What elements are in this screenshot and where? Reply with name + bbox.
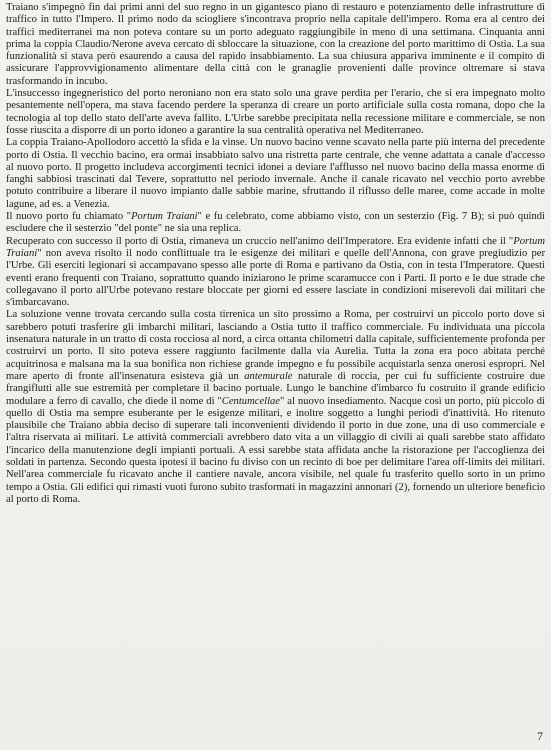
text-run: " e fu celebrato, come abbiamo visto, con un sesterzio (Fig. 7 B); si può quindi escludere che il sesterzio "del ponte" ne sia una replica. bbox=[6, 211, 545, 235]
text-run: " non aveva risolto il nodo conflittuale tra le esigenze dei militari e quelle dell'Annona, con grave pregiudizio per l'Urbe. Gli eserciti legionari si accampavano spesso alle porte di Roma e partivano da Ostia, con in testa l'Imperatore. Questi eventi erano frequenti con Traiano, soprattutto quando iniziarono le prime scaramucce con i Parti. Il porto e le due strade che collegavano il porto all'Urbe potevano restare bloccate per giorni ed essere lasciate in condizioni miserevoli dai militari che s'imbarcavano. bbox=[6, 247, 545, 309]
paragraph bbox=[6, 236, 545, 310]
paragraph bbox=[6, 211, 545, 236]
body-text bbox=[6, 2, 545, 506]
paragraph bbox=[6, 309, 545, 506]
paragraph bbox=[6, 88, 545, 137]
paragraph bbox=[6, 2, 545, 88]
italic-term: antemurale bbox=[244, 370, 293, 382]
text-run: La soluzione venne trovata cercando sulla costa tirrenica un sito prossimo a Roma, per costruirvi un piccolo porto dove si sarebbero potuti trasferire gli imbarchi militari, lasciando a Ostia tutto il traffico commerciale. Fu individuata una piccola insenatura naturale in un tratto di costa rocciosa al nord, a circa ottanta chilometri dalla capitale, sufficientemente profonda per costruirvi un porto. Il sito poteva essere raggiunto facilmente dalla via Aurelia. Tutta la zona era poco abitata perché acquitrinosa e malsana ma la sua bonifica non richiese grande impegno e fu possibile acquistarla senza onerosi espropri. Nel mare aperto di fronte all'insenatura esisteva già un bbox=[6, 309, 545, 382]
text-run: La coppia Traiano-Apollodoro accettò la sfida e la vinse. Un nuovo bacino venne scavato nella parte più interna del precedente porto di Ostia. Il vecchio bacino, era ormai insabbiato salvo una ristretta parte centrale, che venne adattata a canale d'accesso al nuovo porto. Il progetto includeva accorgimenti tecnici idonei a deviare l'afflusso nel nuovo bacino della massa enorme di fanghi sabbiosi trascinati dal Tevere, soprattutto nel periodo invernale. Anche il canale ricavato nel vecchio porto avrebbe potuto contribuire a liberare il nuovo impianto dalle sabbie marine, sfruttando il riflusso delle maree, come accade in molte lagune, ad es. a Venezia. bbox=[6, 137, 545, 210]
italic-term: Portum Traiani bbox=[6, 235, 545, 259]
paragraph bbox=[6, 137, 545, 211]
text-run: naturale di roccia, per cui fu sufficiente costruire due frangiflutti alle sue estremità per completare il bacino portuale. Lungo le banchine d'imbarco fu costruito il grande edificio modulare a ferro di cavallo, che diede il nome di " bbox=[6, 370, 545, 407]
text-run: " al nuovo insediamento. Nacque così un porto, più piccolo di quello di Ostia ma sempre esuberante per le esigenze militari, e inoltre soggetto a lunghi periodi d'inattività. Ho ritenuto plausibile che Traiano abbia deciso di superare tali inconvenienti dividendo il porto in due zone, una di uso commerciale e l'altra riservata ai militari. Le attività commerciali avrebbero dato vita a un villaggio di civili ai quali sarebbe stato affidato l'incarico della manutenzione degli impianti portuali. A essi sarebbe stata affidata anche la ristorazione per l'accoglienza dei soldati in partenza. Secondo questa ipotesi il bacino fu diviso con un recinto di boe per delimitare l'area off-limits dei militari. Nell'area commerciale fu ricavato anche il cantiere navale, ancora visibile, nel quale fu trasferito quello sorto in un primo tempo a Ostia. Gli edifici qui rimasti vuoti furono subito trasformati in magazzini annonari (2), fornendo un ulteriore beneficio al porto di Roma. bbox=[6, 395, 545, 505]
italic-term: Portum Traiani bbox=[131, 211, 198, 223]
page-number: 7 bbox=[537, 729, 543, 743]
text-run: Recuperato con successo il porto di Ostia, rimaneva un cruccio nell'animo dell'Imperatore. Era evidente infatti che il " bbox=[6, 235, 514, 247]
text-run: Il nuovo porto fu chiamato " bbox=[6, 211, 132, 223]
italic-term: Centumcellae bbox=[221, 395, 281, 407]
text-run: Traiano s'impegnò fin dai primi anni del suo regno in un gigantesco piano di restauro e potenziamento delle infrastrutture di traffico in tutto l'Impero. Il primo nodo da sciogliere s'incontrava proprio nella capitale dell'impero. Roma era al centro dei traffici mediterranei ma non poteva contare su un porto adeguato raggiungibile in meno di una settimana. Cinquanta anni prima la coppia Claudio/Nerone aveva cercato di sbloccare la situazione, con la creazione del porto marittimo di Ostia. La sua funzionalità si stava però esaurendo a causa del rapido insabbiamento. La sua chiusura appariva imminente e il compito di assicurare l'approvvigionamento alimentare della città con le granaglie provenienti dalle province oltremare si stava trasformando in incubo. bbox=[6, 2, 545, 87]
text-run: L'insuccesso ingegneristico del porto neroniano non era stato solo una grave perdita per l'erario, che si era impegnato molto pesantemente nell'opera, ma stava facendo perdere la speranza di creare un porto artificiale sulla costa romana, dopo che la tecnologia al top dello stato dell'arte aveva fallito. L'Urbe sarebbe precipitata nella recessione militare e commerciale, se non fosse riuscita a disporre di un porto idoneo a garantire la sua centralità operativa nel Mediterraneo. bbox=[6, 88, 545, 136]
